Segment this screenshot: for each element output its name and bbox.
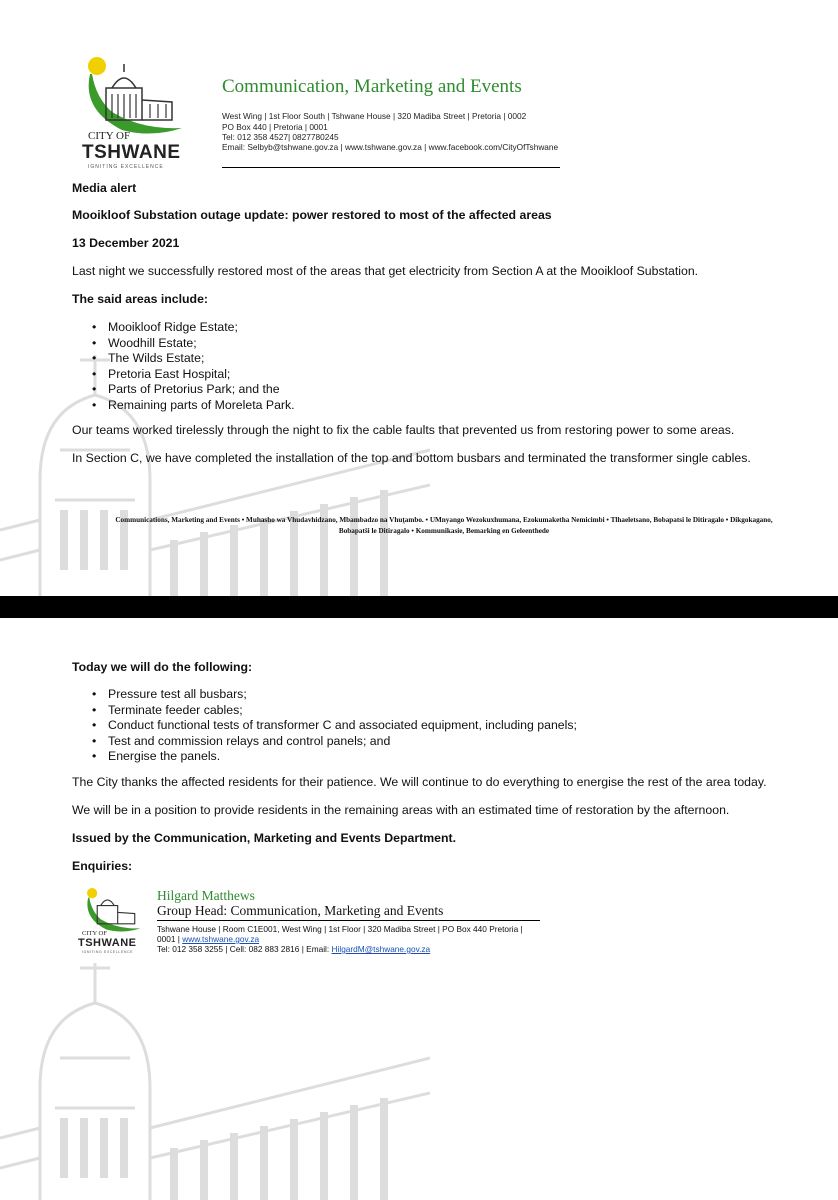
address-line-1: West Wing | 1st Floor South | Tshwane House | 320 Madiba Street | Pretoria | 0002 <box>222 111 527 121</box>
contact-phone: Tel: 012 358 3255 | Cell: 082 883 2816 | Email: HilgardM@tshwane.gov.za <box>157 944 431 954</box>
date: 13 December 2021 <box>72 236 180 250</box>
website-link[interactable]: www.tshwane.gov.za <box>182 934 260 944</box>
logo-tshwane: TSHWANE <box>82 142 181 163</box>
list-item: • Pressure test all busbars; <box>92 687 247 701</box>
paragraph-5: We will be in a position to provide residents in the remaining areas with an estimated time of restoration by the afternoon. <box>72 803 730 817</box>
list-item: • Mooikloof Ridge Estate; <box>92 320 238 334</box>
paragraph-3: In Section C, we have completed the installation of the top and bottom busbars and terminated the transformer single cables. <box>72 451 751 465</box>
list-item: • Terminate feeder cables; <box>92 702 243 717</box>
document-page-1 <box>0 0 838 596</box>
logo-tshwane: TSHWANE <box>78 937 137 949</box>
tasks-list <box>92 687 577 765</box>
page-separator <box>0 596 838 618</box>
bullet-dot-icon: • <box>92 335 97 350</box>
contact-address: Tshwane House | Room C1E001, West Wing | 1st Floor | 320 Madiba Street | PO Box 440 Pretoria | <box>157 924 523 934</box>
address-line-4: Email: Selbyb@tshwane.gov.za | www.tshwane.gov.za | www.facebook.com/CityOfTshwane <box>222 142 559 152</box>
logo-tagline: IGNITING EXCELLENCE <box>82 950 134 954</box>
paragraph-1: Last night we successfully restored most of the areas that get electricity from Section A at the Mooikloof Substation. <box>72 264 699 278</box>
bullet-dot-icon: • <box>92 733 97 748</box>
contact-address-2: 0001 | www.tshwane.gov.za <box>157 934 260 944</box>
footer-languages <box>72 515 816 537</box>
footer-line-1: Communications, Marketing and Events • Muhasho wa Vhudavhidzano, Mbambadzo na Vhuṱambo. • UMnyango Wezokuxhumana, Ezokumaketha Nemicimbi • Tlhaeletsano, Bobapatsi le Ditiragalo • Dikgokagano, <box>115 516 773 524</box>
bullet-dot-icon: • <box>92 397 97 412</box>
media-alert-label: Media alert <box>72 181 137 195</box>
paragraph-2: Our teams worked tirelessly through the night to fix the cable faults that prevented us from restoring power to some areas. <box>72 423 735 437</box>
list-item: • Woodhill Estate; <box>92 335 197 350</box>
list-item: • Test and commission relays and control panels; and <box>92 733 391 748</box>
enquiries-heading: Enquiries: <box>72 859 133 873</box>
footer-line-2: Bobapatši le Ditiragalo • Kommunikasie, Bemarking en Geleenthede <box>338 527 550 535</box>
areas-heading: The said areas include: <box>72 292 208 306</box>
bullet-dot-icon: • <box>92 749 97 763</box>
signature-logo <box>72 884 152 964</box>
contact-title: Group Head: Communication, Marketing and Events <box>157 903 444 918</box>
bullet-dot-icon: • <box>92 366 97 381</box>
city-of-tshwane-logo-icon <box>76 884 148 934</box>
bullet-dot-icon: • <box>92 382 97 396</box>
bullet-dot-icon: • <box>92 687 97 701</box>
areas-list <box>92 320 295 413</box>
today-heading: Today we will do the following: <box>72 660 253 674</box>
email-link[interactable]: HilgardM@tshwane.gov.za <box>331 944 431 954</box>
document-page-2 <box>0 618 838 1200</box>
logo-city-of: CITY OF <box>82 930 107 937</box>
paragraph-4: The City thanks the affected residents for their patience. We will continue to do everything to energise the rest of the area today. <box>72 775 767 789</box>
header-rule <box>222 167 560 168</box>
address-line-3: Tel: 012 358 4527| 0827780245 <box>222 132 339 142</box>
headline: Mooikloof Substation outage update: power restored to most of the affected areas <box>72 208 552 222</box>
list-item: • Parts of Pretorius Park; and the <box>92 382 280 396</box>
bullet-dot-icon: • <box>92 718 97 732</box>
list-item: • Remaining parts of Moreleta Park. <box>92 397 295 412</box>
bullet-dot-icon: • <box>92 702 97 717</box>
signature-rule <box>157 920 540 921</box>
logo-city-of: CITY OF <box>88 130 131 142</box>
city-of-tshwane-logo <box>72 50 192 170</box>
issued-by: Issued by the Communication, Marketing and Events Department. <box>72 831 457 845</box>
building-watermark-icon <box>0 948 430 1200</box>
bullet-dot-icon: • <box>92 320 97 334</box>
list-item: • Conduct functional tests of transformer C and associated equipment, including panels; <box>92 718 577 732</box>
logo-tagline: IGNITING EXCELLENCE <box>88 164 164 170</box>
city-of-tshwane-logo-icon <box>72 50 192 138</box>
department-title: Communication, Marketing and Events <box>222 76 522 97</box>
list-item: • Energise the panels. <box>92 749 221 763</box>
address-line-2: PO Box 440 | Pretoria | 0001 <box>222 122 328 132</box>
list-item: • Pretoria East Hospital; <box>92 366 231 381</box>
list-item: • The Wilds Estate; <box>92 351 205 365</box>
contact-name: Hilgard Matthews <box>157 888 255 903</box>
bullet-dot-icon: • <box>92 351 97 365</box>
